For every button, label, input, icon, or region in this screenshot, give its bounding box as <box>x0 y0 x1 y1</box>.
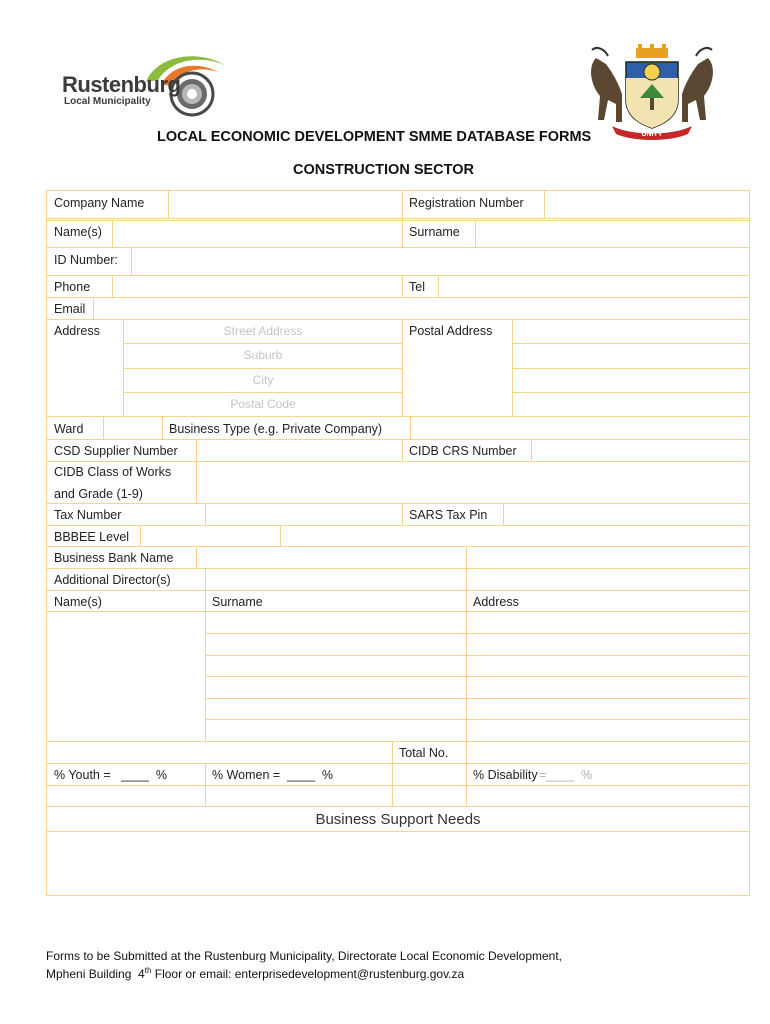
label-email: Email <box>54 302 86 316</box>
label-phone: Phone <box>54 280 91 294</box>
label-cidb-class-line2: and Grade (1-9) <box>54 487 143 501</box>
crest-motto: UNITY <box>641 131 663 138</box>
label-total-no: Total No. <box>399 746 449 760</box>
business-support-needs-heading: Business Support Needs <box>315 811 481 828</box>
postal-code-field[interactable]: Postal Code <box>230 397 296 411</box>
bbbee-level-field[interactable] <box>141 526 279 545</box>
business-type-field[interactable] <box>411 417 749 438</box>
label-id-number: ID Number: <box>54 253 118 267</box>
cidb-class-field[interactable] <box>197 462 749 502</box>
suburb-field[interactable]: Suburb <box>243 348 283 362</box>
logo-name: Rustenburg <box>62 72 181 97</box>
rustenburg-logo <box>58 50 233 120</box>
id-number-field[interactable] <box>132 248 749 274</box>
disability-blank[interactable]: =____ % <box>539 768 593 782</box>
footer-line-2 <box>46 966 464 981</box>
label-youth: % Youth = ____ % <box>54 768 167 782</box>
label-surname: Surname <box>409 225 460 239</box>
label-bbbee-level: BBBEE Level <box>54 530 130 544</box>
street-address-field[interactable]: Street Address <box>223 324 303 338</box>
label-business-type: Business Type (e.g. Private Company) <box>169 422 383 436</box>
ward-field[interactable] <box>104 417 161 438</box>
postal-address-field[interactable] <box>513 320 749 415</box>
coat-of-arms <box>582 44 722 140</box>
label-business-bank-name: Business Bank Name <box>54 551 174 565</box>
email-field[interactable] <box>94 298 749 318</box>
registration-number-field[interactable] <box>545 191 749 217</box>
business-support-needs-field[interactable] <box>47 832 749 895</box>
company-name-field[interactable] <box>169 191 401 217</box>
label-registration-number: Registration Number <box>409 196 524 210</box>
business-bank-name-field[interactable] <box>197 547 465 567</box>
phone-field[interactable] <box>113 276 401 296</box>
footer-superscript: th <box>144 966 152 975</box>
label-csd-supplier-number: CSD Supplier Number <box>54 444 178 458</box>
label-disability: % Disability <box>473 768 538 782</box>
footer-line-2-start: Mpheni Building 4 <box>46 967 145 981</box>
label-cidb-class-line1: CIDB Class of Works <box>54 465 172 479</box>
logo-subtitle: Local Municipality <box>64 96 151 107</box>
footer-line-2-end: Floor or email: enterprisedevelopment@rustenburg.gov.za <box>151 967 465 981</box>
form-title: LOCAL ECONOMIC DEVELOPMENT SMME DATABASE FORMS <box>157 129 592 145</box>
tax-number-field[interactable] <box>206 504 401 524</box>
coat-of-arms-icon <box>582 44 722 140</box>
footer-line-1: Forms to be Submitted at the Rustenburg Municipality, Directorate Local Economic Development, <box>46 949 563 963</box>
label-names: Name(s) <box>54 225 102 239</box>
sars-tax-pin-field[interactable] <box>504 504 749 524</box>
cidb-crs-number-field[interactable] <box>532 440 749 460</box>
label-address: Address <box>54 324 100 338</box>
label-ward: Ward <box>54 422 84 436</box>
label-tel: Tel <box>409 280 425 294</box>
label-postal-address: Postal Address <box>409 324 493 338</box>
surname-field[interactable] <box>476 221 749 246</box>
label-cidb-crs-number: CIDB CRS Number <box>409 444 517 458</box>
label-director-surname: Surname <box>212 595 263 609</box>
label-women: % Women = ____ % <box>212 768 334 782</box>
total-no-field[interactable] <box>467 742 749 762</box>
label-additional-directors: Additional Director(s) <box>54 573 171 587</box>
label-sars-tax-pin: SARS Tax Pin <box>409 508 488 522</box>
label-director-address: Address <box>473 595 519 609</box>
directors-names-field[interactable] <box>47 612 204 740</box>
csd-supplier-number-field[interactable] <box>197 440 401 460</box>
label-company-name: Company Name <box>54 196 145 210</box>
label-tax-number: Tax Number <box>54 508 122 522</box>
sector-title: CONSTRUCTION SECTOR <box>293 162 474 178</box>
names-field[interactable] <box>113 221 401 246</box>
tel-field[interactable] <box>439 276 749 296</box>
city-field[interactable]: City <box>252 373 274 387</box>
label-director-names: Name(s) <box>54 595 102 609</box>
